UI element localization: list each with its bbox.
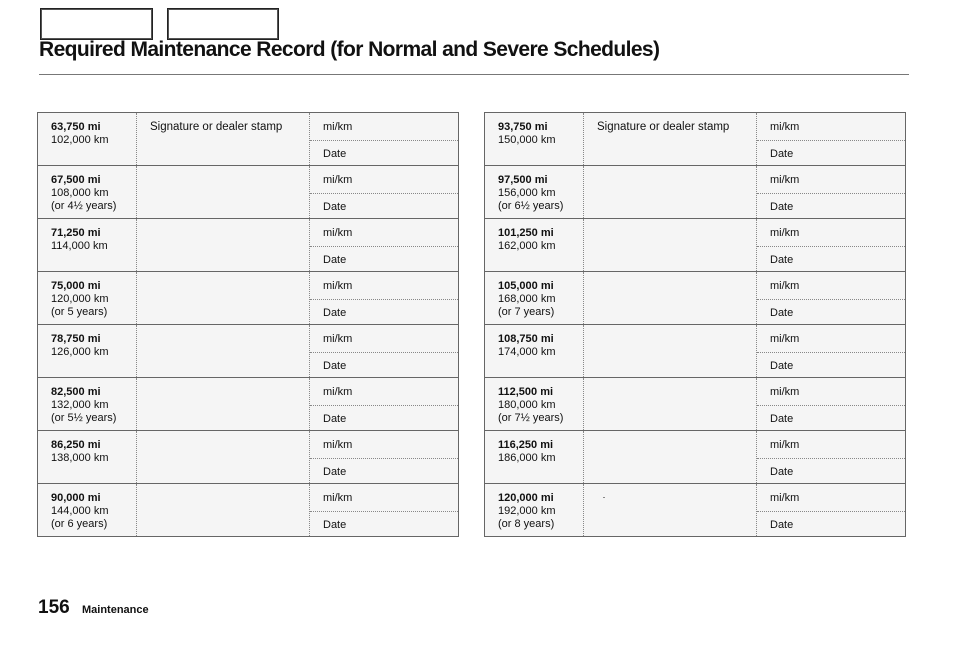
entry-cell: [310, 219, 458, 271]
record-row: [38, 166, 458, 219]
mileage-cell: [38, 431, 137, 483]
mileage-mi: 82,500 mi: [51, 386, 101, 398]
record-row: [38, 113, 458, 166]
signature-stamp-cell[interactable]: [584, 431, 757, 483]
entry-cell: [757, 325, 905, 377]
mileage-km: 126,000 km: [51, 346, 109, 358]
entry-cell: [757, 113, 905, 165]
maintenance-record-table-left: [37, 112, 459, 537]
dotted-divider: [757, 246, 905, 247]
mikm-field[interactable]: mi/km: [323, 174, 353, 186]
mileage-km: 138,000 km: [51, 452, 109, 464]
mileage-km: 192,000 km: [498, 505, 556, 517]
dotted-divider: [310, 511, 458, 512]
signature-stamp-cell[interactable]: [137, 431, 310, 483]
maintenance-record-table-right: [484, 112, 906, 537]
mikm-field[interactable]: mi/km: [323, 121, 353, 133]
date-field[interactable]: Date: [770, 466, 794, 478]
entry-cell: [310, 166, 458, 218]
dotted-divider: [757, 511, 905, 512]
signature-stamp-cell[interactable]: [137, 219, 310, 271]
date-field[interactable]: Date: [323, 519, 347, 531]
date-field[interactable]: Date: [770, 360, 794, 372]
mikm-field[interactable]: mi/km: [323, 439, 353, 451]
mileage-years: (or 6 years): [51, 518, 108, 530]
mileage-years: (or 8 years): [498, 518, 555, 530]
record-row: [485, 219, 905, 272]
page-title: Required Maintenance Record (for Normal and Severe Schedules): [39, 38, 660, 61]
mileage-km: 156,000 km: [498, 187, 556, 199]
record-row: [485, 378, 905, 431]
header-box-right: [167, 8, 279, 40]
mileage-mi: 101,250 mi: [498, 227, 554, 239]
mileage-km: 144,000 km: [51, 505, 109, 517]
entry-cell: [757, 272, 905, 324]
mileage-km: 114,000 km: [51, 240, 108, 252]
mileage-years: (or 5½ years): [51, 412, 117, 424]
mileage-km: 186,000 km: [498, 452, 556, 464]
dotted-divider: [757, 458, 905, 459]
record-row: [485, 113, 905, 166]
mileage-years: (or 6½ years): [498, 200, 564, 212]
mikm-field[interactable]: mi/km: [323, 492, 353, 504]
mileage-mi: 86,250 mi: [51, 439, 101, 451]
record-row: [38, 219, 458, 272]
mileage-mi: 97,500 mi: [498, 174, 548, 186]
date-field[interactable]: Date: [770, 519, 794, 531]
mileage-years: (or 7½ years): [498, 412, 564, 424]
mikm-field[interactable]: mi/km: [323, 280, 353, 292]
date-field[interactable]: Date: [323, 466, 347, 478]
record-row: [485, 166, 905, 219]
entry-cell: [310, 325, 458, 377]
mikm-field[interactable]: mi/km: [770, 439, 800, 451]
date-field[interactable]: Date: [323, 360, 347, 372]
signature-stamp-cell[interactable]: [137, 166, 310, 218]
dotted-divider: [310, 352, 458, 353]
entry-cell: [310, 272, 458, 324]
page-number: 156: [38, 597, 70, 618]
mileage-km: 180,000 km: [498, 399, 556, 411]
record-row: [485, 484, 905, 536]
record-row: [485, 272, 905, 325]
date-field[interactable]: Date: [770, 254, 794, 266]
mileage-cell: [485, 325, 584, 377]
date-field[interactable]: Date: [770, 148, 794, 160]
signature-stamp-cell[interactable]: [584, 166, 757, 218]
mileage-cell: [38, 378, 137, 430]
signature-stamp-cell[interactable]: [584, 378, 757, 430]
mileage-mi: 108,750 mi: [498, 333, 554, 345]
mileage-mi: 67,500 mi: [51, 174, 101, 186]
mileage-km: 108,000 km: [51, 187, 109, 199]
mileage-cell: [485, 113, 584, 165]
mileage-mi: 63,750 mi: [51, 121, 101, 133]
dotted-divider: [310, 193, 458, 194]
mileage-years: (or 4½ years): [51, 200, 117, 212]
mileage-cell: [485, 166, 584, 218]
signature-stamp-cell[interactable]: [584, 219, 757, 271]
mileage-mi: 116,250 mi: [498, 439, 554, 451]
title-rule: [39, 74, 909, 75]
mileage-cell: [485, 378, 584, 430]
mileage-km: 120,000 km: [51, 293, 109, 305]
entry-cell: [310, 484, 458, 536]
entry-cell: [310, 431, 458, 483]
mileage-km: 150,000 km: [498, 134, 556, 146]
mileage-mi: 93,750 mi: [498, 121, 548, 133]
mileage-cell: [38, 166, 137, 218]
mikm-field[interactable]: mi/km: [770, 386, 800, 398]
mileage-km: 162,000 km: [498, 240, 556, 252]
date-field[interactable]: Date: [323, 254, 347, 266]
mileage-cell: [38, 219, 137, 271]
mileage-cell: [485, 431, 584, 483]
signature-stamp-cell[interactable]: [137, 325, 310, 377]
mileage-km: 168,000 km: [498, 293, 556, 305]
record-row: [38, 484, 458, 536]
mileage-cell: [38, 325, 137, 377]
signature-stamp-cell[interactable]: [137, 113, 310, 165]
mileage-mi: 78,750 mi: [51, 333, 101, 345]
dotted-divider: [310, 405, 458, 406]
entry-cell: [757, 431, 905, 483]
entry-cell: [757, 484, 905, 536]
date-field[interactable]: Date: [770, 413, 794, 425]
entry-cell: [757, 378, 905, 430]
mileage-mi: 112,500 mi: [498, 386, 554, 398]
dotted-divider: [310, 299, 458, 300]
mileage-years: (or 5 years): [51, 306, 108, 318]
mikm-field[interactable]: mi/km: [770, 333, 800, 345]
mikm-field[interactable]: mi/km: [770, 280, 800, 292]
stray-mark: [603, 497, 605, 498]
mileage-cell: [485, 219, 584, 271]
mileage-cell: [38, 484, 137, 536]
mileage-km: 132,000 km: [51, 399, 109, 411]
mikm-field[interactable]: mi/km: [323, 227, 353, 239]
date-field[interactable]: Date: [770, 201, 794, 213]
signature-label: Signature or dealer stamp: [150, 121, 283, 133]
mileage-cell: [38, 272, 137, 324]
entry-cell: [310, 113, 458, 165]
signature-stamp-cell[interactable]: [584, 113, 757, 165]
dotted-divider: [310, 458, 458, 459]
mileage-cell: [485, 272, 584, 324]
date-field[interactable]: Date: [323, 307, 347, 319]
mileage-mi: 120,000 mi: [498, 492, 554, 504]
mileage-mi: 75,000 mi: [51, 280, 101, 292]
mikm-field[interactable]: mi/km: [770, 174, 800, 186]
mikm-field[interactable]: mi/km: [770, 121, 800, 133]
record-row: [38, 378, 458, 431]
mileage-km: 174,000 km: [498, 346, 556, 358]
record-row: [38, 325, 458, 378]
mileage-mi: 105,000 mi: [498, 280, 554, 292]
mileage-km: 102,000 km: [51, 134, 109, 146]
entry-cell: [757, 166, 905, 218]
mileage-mi: 71,250 mi: [51, 227, 101, 239]
mikm-field[interactable]: mi/km: [323, 386, 353, 398]
date-field[interactable]: Date: [770, 307, 794, 319]
mikm-field[interactable]: mi/km: [770, 227, 800, 239]
mileage-cell: [485, 484, 584, 536]
dotted-divider: [757, 299, 905, 300]
header-box-left: [40, 8, 153, 40]
dotted-divider: [310, 246, 458, 247]
record-row: [38, 431, 458, 484]
signature-stamp-cell[interactable]: [584, 484, 757, 536]
date-field[interactable]: Date: [323, 148, 347, 160]
record-row: [38, 272, 458, 325]
date-field[interactable]: Date: [323, 413, 347, 425]
signature-stamp-cell[interactable]: [584, 272, 757, 324]
signature-label: Signature or dealer stamp: [597, 121, 730, 133]
entry-cell: [757, 219, 905, 271]
signature-stamp-cell[interactable]: [584, 325, 757, 377]
signature-stamp-cell[interactable]: [137, 484, 310, 536]
mileage-cell: [38, 113, 137, 165]
dotted-divider: [757, 405, 905, 406]
date-field[interactable]: Date: [323, 201, 347, 213]
signature-stamp-cell[interactable]: [137, 272, 310, 324]
dotted-divider: [310, 140, 458, 141]
record-row: [485, 325, 905, 378]
mikm-field[interactable]: mi/km: [770, 492, 800, 504]
mileage-years: (or 7 years): [498, 306, 555, 318]
record-row: [485, 431, 905, 484]
mileage-mi: 90,000 mi: [51, 492, 101, 504]
entry-cell: [310, 378, 458, 430]
mikm-field[interactable]: mi/km: [323, 333, 353, 345]
dotted-divider: [757, 193, 905, 194]
section-name: Maintenance: [82, 604, 149, 616]
dotted-divider: [757, 352, 905, 353]
dotted-divider: [757, 140, 905, 141]
signature-stamp-cell[interactable]: [137, 378, 310, 430]
